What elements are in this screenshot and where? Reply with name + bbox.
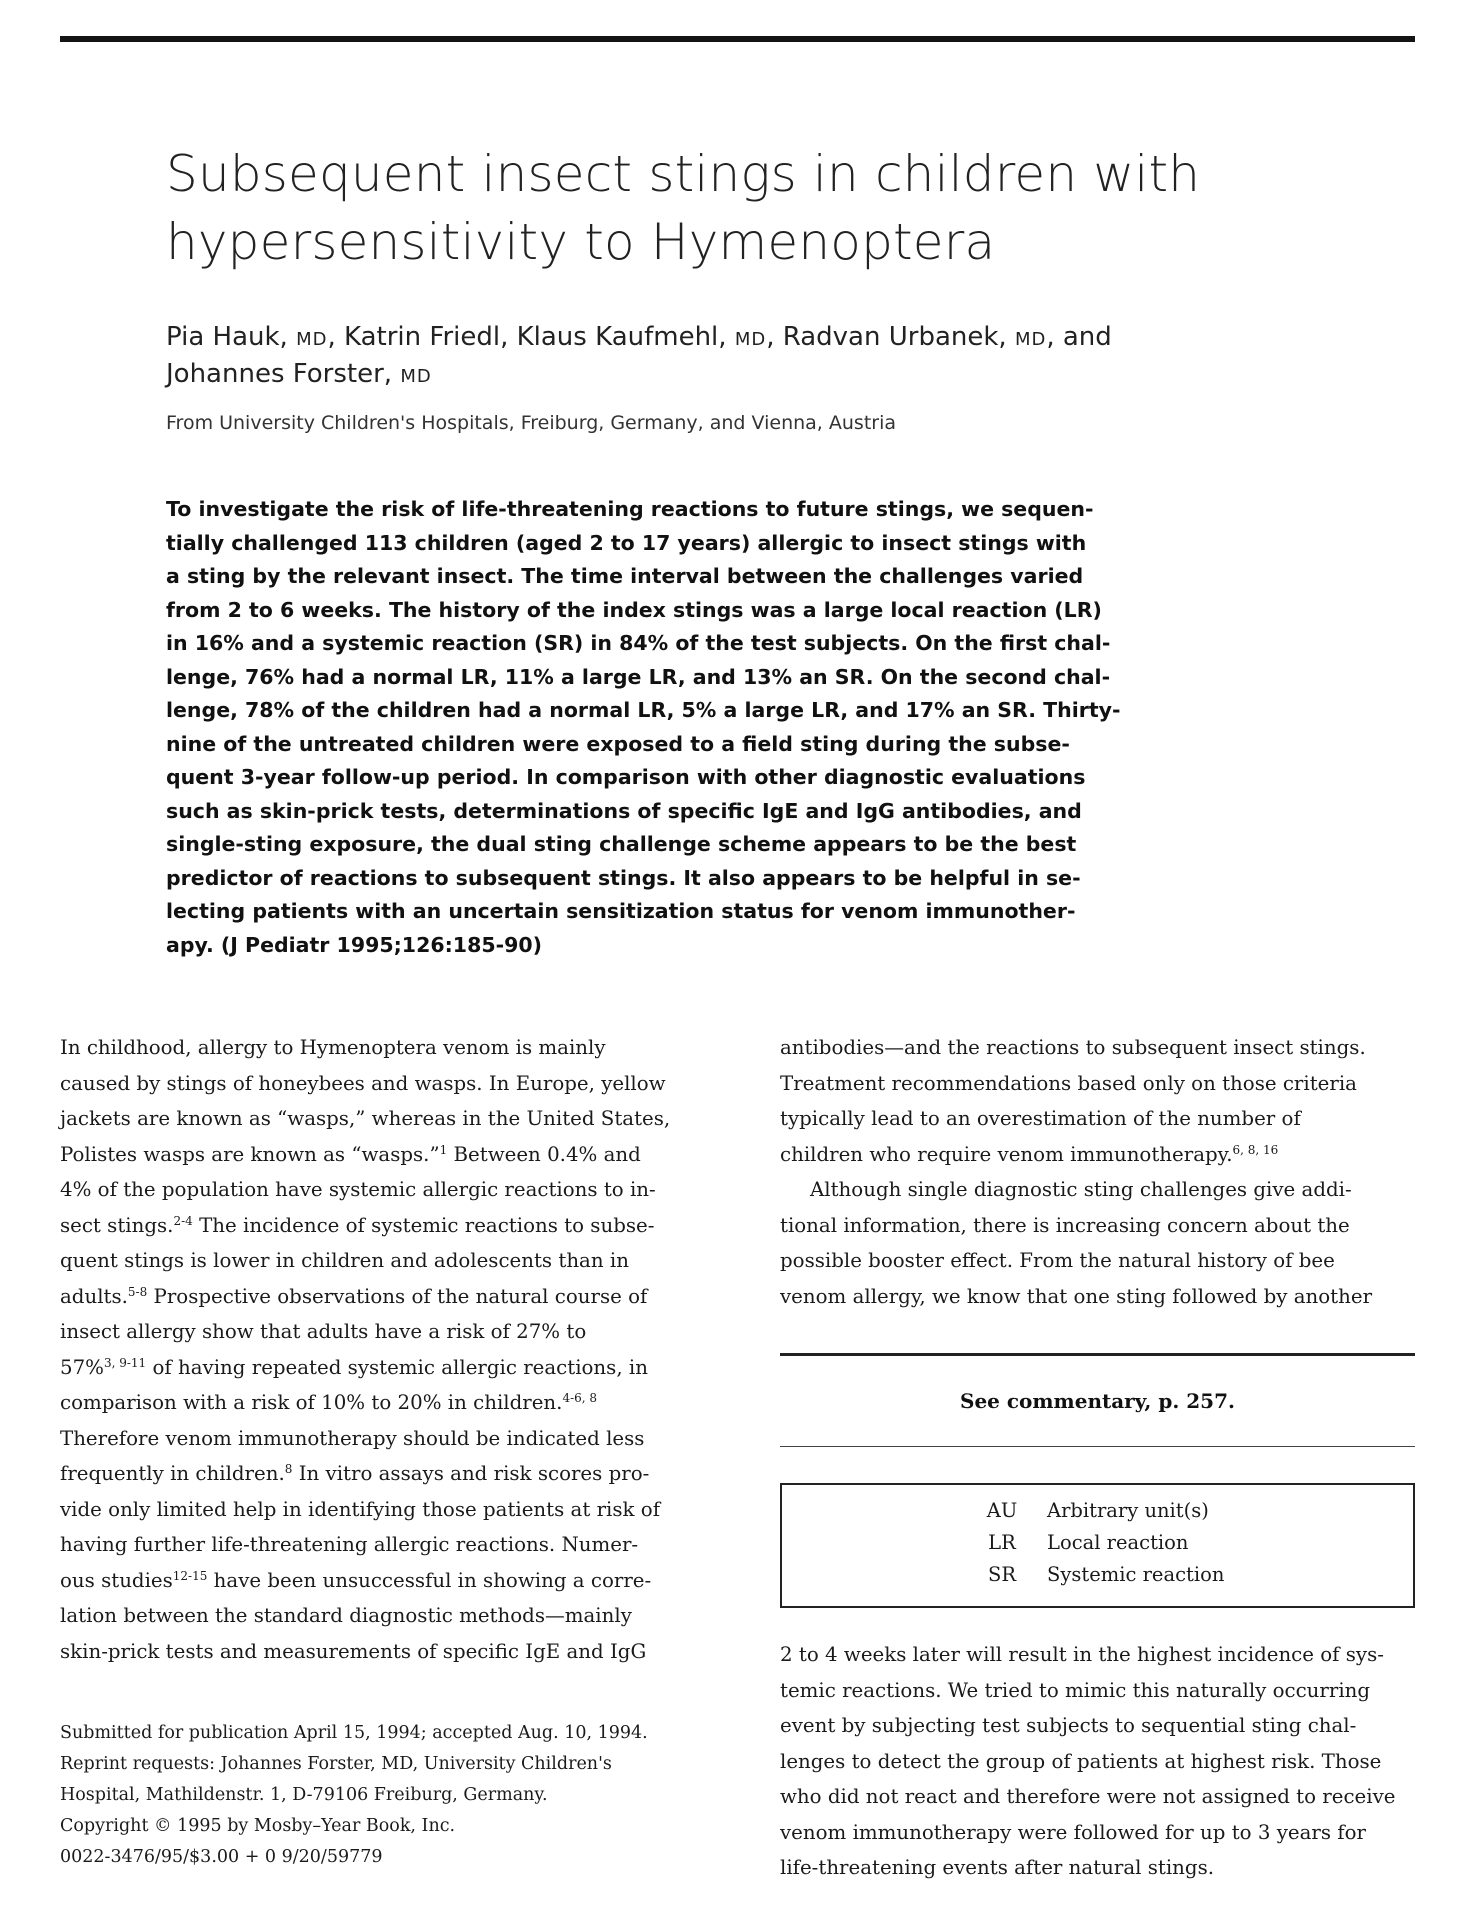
title-line-2: hypersensitivity to Hymenoptera	[166, 213, 996, 271]
author-name: , Radvan Urbanek,	[766, 322, 1007, 352]
text-line: caused by stings of honeybees and wasps. In Europe, yellow	[60, 1071, 666, 1095]
text-line: possible booster effect. From the natural history of bee	[780, 1249, 1335, 1272]
abstract-line: a sting by the relevant insect. The time interval between the challenges varied	[166, 564, 1084, 588]
author-line-1	[166, 320, 1326, 357]
abbreviation-value: Arbitrary unit(s)	[1047, 1499, 1209, 1522]
article-code: 0022-3476/95/$3.00 + 0 9/20/59779	[60, 1847, 383, 1867]
text-line: 4% of the population have systemic allergic reactions to in-	[60, 1178, 656, 1201]
text-line: having further life-threatening allergic reactions. Numer-	[60, 1533, 639, 1556]
abbreviation-value: Systemic reaction	[1047, 1563, 1225, 1586]
text-line: adults.$^{5-8}$ Prospective observations of the natural course of	[60, 1284, 648, 1308]
abstract-line: in 16% and a systemic reaction (SR) in 84% of the test subjects. On the first chal-	[166, 631, 1111, 655]
body-column-left	[60, 1030, 695, 1669]
abbreviation-key: AU	[986, 1499, 1018, 1522]
author-list	[166, 320, 1326, 394]
see-commentary-text: See commentary, p. 257.	[960, 1389, 1235, 1413]
citation-superscript: 1	[439, 1142, 448, 1157]
top-rule	[60, 36, 1415, 42]
text-line: venom allergy, we know that one sting followed by another	[780, 1284, 1373, 1308]
abstract-citation: apy. (J Pediatr 1995;126:185-90)	[166, 932, 542, 957]
abstract-line: single-sting exposure, the dual sting challenge scheme appears to be the best	[166, 832, 1077, 856]
text-line: jackets are known as “wasps,” whereas in the United States,	[60, 1107, 671, 1130]
author-name: , Katrin Friedl, Klaus Kaufmehl,	[327, 322, 727, 352]
text-line: children who require venom immunotherapy.$^{6, 8, 16}$	[780, 1142, 1279, 1166]
text-line: tional information, there is increasing concern about the	[780, 1213, 1350, 1237]
author-degree: MD	[400, 366, 432, 387]
text-line: frequently in children.$^8$ In vitro assays and risk scores pro-	[60, 1462, 650, 1485]
text-line: In childhood, allergy to Hymenoptera venom is mainly	[60, 1036, 606, 1059]
abstract-line: lenge, 78% of the children had a normal LR, 5% a large LR, and 17% an SR. Thirty-	[166, 698, 1121, 722]
reprint-address: Hospital, Mathildenstr. 1, D-79106 Freiburg, Germany.	[60, 1785, 548, 1805]
abstract-line: lecting patients with an uncertain sensitization status for venom immunother-	[166, 899, 1076, 923]
citation-superscript: 4-6, 8	[562, 1391, 598, 1405]
copyright-note: Copyright © 1995 by Mosby–Year Book, Inc.	[60, 1816, 456, 1836]
title-line-1: Subsequent insect stings in children with	[166, 145, 1201, 203]
text-line: insect allergy show that adults have a risk of 27% to	[60, 1320, 587, 1343]
publication-footnote	[60, 1718, 700, 1873]
abstract-line: quent 3-year follow-up period. In comparison with other diagnostic evaluations	[166, 765, 1086, 789]
text-line: comparison with a risk of 10% to 20% in children.$^{4-6, 8}$	[60, 1391, 598, 1414]
abstract-line: nine of the untreated children were exposed to a field sting during the subse-	[166, 731, 1070, 756]
citation-superscript: 12-15	[172, 1568, 208, 1583]
text-line: Treatment recommendations based only on those criteria	[780, 1071, 1357, 1095]
see-commentary-box	[780, 1353, 1415, 1447]
text-line: temic reactions. We tried to mimic this naturally occurring	[780, 1678, 1371, 1702]
text-line: antibodies—and the reactions to subsequent insect stings.	[780, 1036, 1366, 1059]
submitted-note: Submitted for publication April 15, 1994; accepted Aug. 10, 1994.	[60, 1723, 648, 1743]
text-line: skin-prick tests and measurements of specific IgE and IgG	[60, 1639, 647, 1663]
abbreviation-value: Local reaction	[1047, 1531, 1189, 1554]
abbreviation-key: LR	[988, 1531, 1016, 1554]
citation-superscript: 5-8	[127, 1284, 148, 1299]
text-line: venom immunotherapy were followed for up to 3 years for	[780, 1820, 1366, 1844]
citation-superscript: 8	[284, 1462, 293, 1476]
text-line: 57%$^{3, 9-11}$ of having repeated systemic allergic reactions, in	[60, 1355, 648, 1379]
citation-superscript: 6, 8, 16	[1232, 1142, 1279, 1157]
author-name: Pia Hauk,	[166, 322, 288, 352]
author-degree: MD	[1014, 329, 1047, 350]
text-line: typically lead to an overestimation of the number of	[780, 1107, 1301, 1130]
reprint-requests: Reprint requests: Johannes Forster, MD, University Children's	[60, 1754, 612, 1774]
author-line-2	[166, 357, 1326, 394]
abstract-line: from 2 to 6 weeks. The history of the index stings was a large local reaction (LR)	[166, 597, 1102, 622]
text-line: quent stings is lower in children and adolescents than in	[60, 1249, 629, 1272]
text-line: vide only limited help in identifying those patients at risk of	[60, 1497, 661, 1521]
author-degree: MD	[296, 329, 328, 350]
abstract-line: predictor of reactions to subsequent stings. It also appears to be helpful in se-	[166, 865, 1081, 890]
abstract-line: To investigate the risk of life-threatening reactions to future stings, we sequen-	[166, 497, 1094, 521]
abstract	[166, 493, 1196, 962]
text-line: Therefore venom immunotherapy should be indicated less	[60, 1426, 645, 1450]
text-line: sect stings.$^{2-4}$ The incidence of systemic reactions to subse-	[60, 1213, 655, 1237]
text-line: Although single diagnostic sting challenges give addi-	[810, 1178, 1352, 1201]
text-line: ous studies$^{12-15}$ have been unsuccessful in showing a corre-	[60, 1568, 652, 1592]
text-line: lation between the standard diagnostic methods—mainly	[60, 1604, 632, 1627]
text-line: Polistes wasps are known as “wasps.”$^1$ Between 0.4% and	[60, 1142, 641, 1166]
text-line: life-threatening events after natural stings.	[780, 1856, 1215, 1879]
text-line: event by subjecting test subjects to sequential sting chal-	[780, 1714, 1357, 1737]
author-degree: MD	[734, 329, 767, 350]
author-conjunction: , and	[1046, 322, 1112, 352]
abbreviation-key: SR	[987, 1563, 1017, 1586]
citation-superscript: 2-4	[173, 1213, 193, 1228]
text-line: 2 to 4 weeks later will result in the highest incidence of sys-	[780, 1643, 1384, 1666]
text-line: lenges to detect the group of patients at highest risk. Those	[780, 1749, 1382, 1773]
author-name: Johannes Forster,	[166, 359, 393, 389]
affiliation: From University Children's Hospitals, Freiburg, Germany, and Vienna, Austria	[166, 412, 897, 434]
text-line: who did not react and therefore were not assigned to receive	[780, 1785, 1396, 1808]
abstract-line: such as skin-prick tests, determinations of specific IgE and IgG antibodies, and	[166, 798, 1082, 823]
abstract-line: tially challenged 113 children (aged 2 to 17 years) allergic to insect stings with	[166, 530, 1087, 555]
citation-superscript: 3, 9-11	[103, 1355, 147, 1370]
abbreviations-box	[780, 1483, 1415, 1608]
abstract-line: lenge, 76% had a normal LR, 11% a large LR, and 13% an SR. On the second chal-	[166, 664, 1111, 689]
body-column-right	[780, 1030, 1415, 1314]
article-title	[166, 140, 1366, 276]
body-column-right-continued	[780, 1637, 1415, 1886]
